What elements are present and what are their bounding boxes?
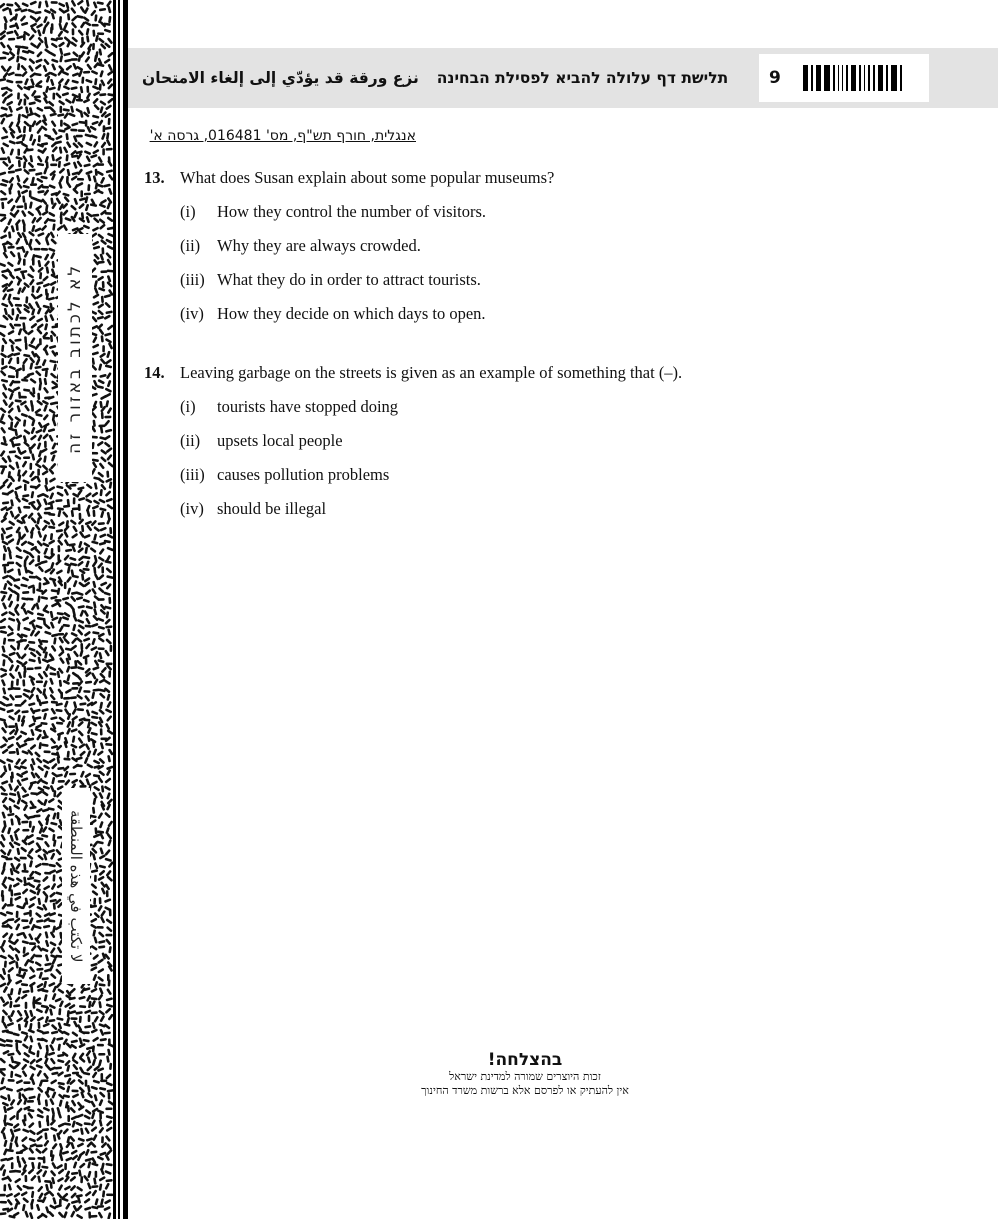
exam-info: אנגלית, חורף תש"ף, מס' 016481, גרסה א' [149, 128, 416, 144]
option-label: (ii) [180, 431, 201, 450]
page-number: 9 [769, 68, 781, 88]
option-label: (iv) [180, 499, 204, 518]
answer-option [180, 397, 682, 417]
option-label: (i) [180, 202, 196, 221]
barcode-icon [803, 65, 905, 91]
answer-option [180, 431, 682, 451]
page-footer [380, 1050, 670, 1098]
copyright-line: זכות היוצרים שמורה למדינת ישראל [449, 1070, 601, 1083]
divider-line [118, 0, 120, 1219]
good-luck-text: בהצלחה! [487, 1050, 563, 1070]
divider-line [123, 0, 128, 1219]
header-instruction [142, 48, 728, 108]
no-write-zone-strip [0, 0, 116, 1219]
option-label: (ii) [180, 236, 201, 255]
header-instruction-arabic: نزع ورقة قد يؤدّي إلى إلغاء الامتحان [142, 69, 419, 87]
option-label: (iv) [180, 304, 204, 323]
answer-option [180, 465, 682, 485]
page-header-bar [128, 48, 998, 108]
question-text: What does Susan explain about some popular museums? [180, 168, 555, 187]
option-text: causes pollution problems [217, 465, 390, 484]
question-13 [144, 168, 554, 324]
option-label: (iii) [180, 270, 205, 289]
answer-option [180, 270, 554, 290]
option-text: should be illegal [217, 499, 327, 518]
option-text: Why they are always crowded. [217, 236, 421, 255]
option-label: (i) [180, 397, 196, 416]
option-text: What they do in order to attract tourists. [217, 270, 481, 289]
no-write-label-arabic-box [62, 788, 90, 984]
header-instruction-hebrew: תלישת דף עלולה להביא לפסילת הבחינה [436, 69, 729, 87]
answer-option [180, 304, 554, 324]
option-text: How they decide on which days to open. [217, 304, 486, 323]
answer-option [180, 236, 554, 256]
page-id-box [759, 54, 929, 102]
question-number: 13. [144, 168, 165, 187]
no-write-label-arabic: لا تكتب في هذه المنطقة [67, 809, 85, 963]
question-14 [144, 363, 682, 519]
divider-line [113, 0, 116, 1219]
no-write-label-hebrew-box [58, 234, 92, 482]
question-number: 14. [144, 363, 165, 382]
answer-option [180, 202, 554, 222]
option-text: tourists have stopped doing [217, 397, 399, 416]
no-write-label-hebrew: לא לכתוב באזור זה [65, 262, 85, 454]
question-text: Leaving garbage on the streets is given as an example of something that (–). [180, 363, 683, 382]
rice-pattern-decoration [0, 0, 116, 1219]
option-text: How they control the number of visitors. [217, 202, 486, 221]
copyright-line: אין להעתיק או לפרסם אלא ברשות משרד החינוך [421, 1084, 629, 1097]
option-text: upsets local people [217, 431, 343, 450]
option-label: (iii) [180, 465, 205, 484]
answer-option [180, 499, 682, 519]
